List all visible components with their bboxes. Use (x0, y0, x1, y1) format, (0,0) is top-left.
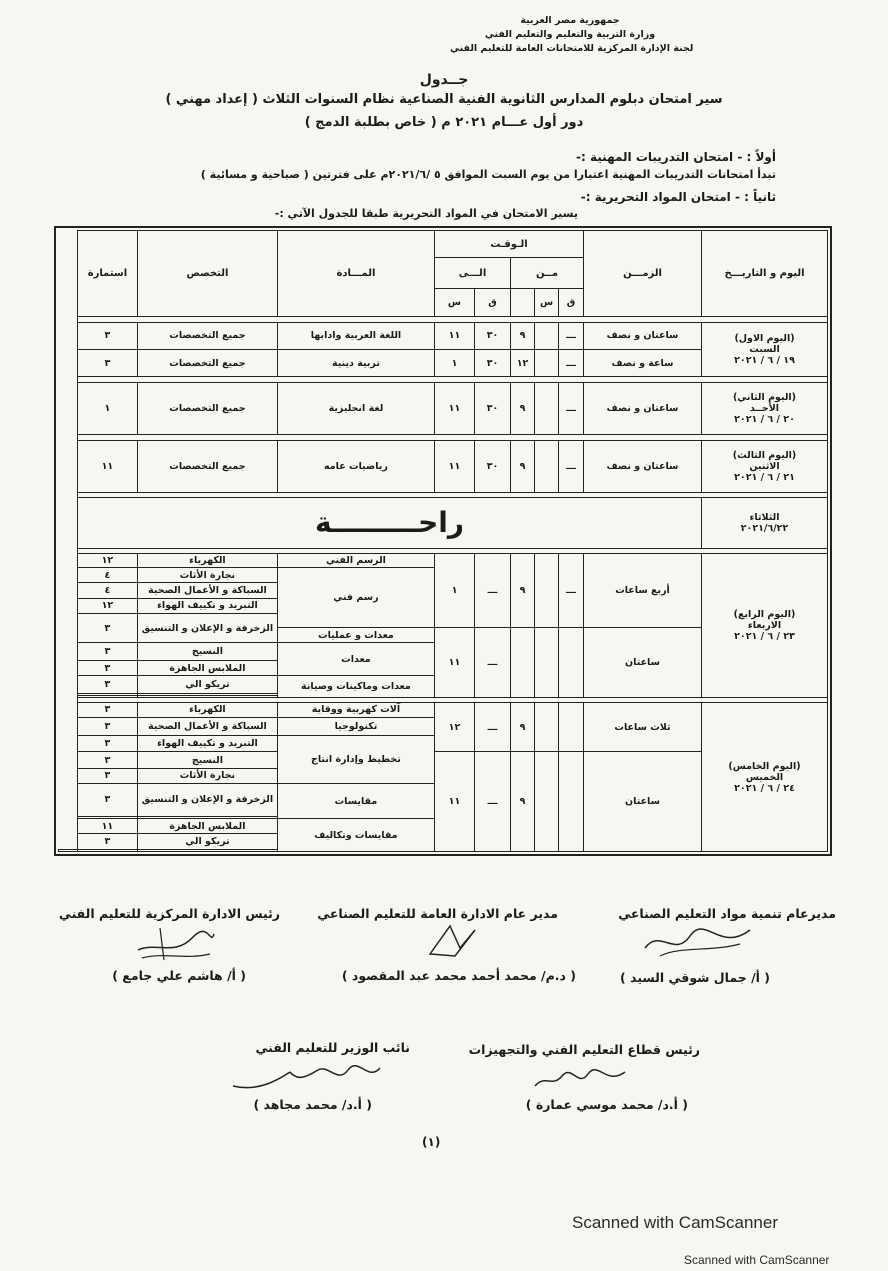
minutes-to: ٣٠ (475, 322, 511, 349)
hour-from: ١٢ (511, 349, 535, 376)
minutes-to: ٣٠ (475, 382, 511, 434)
minutes-from (535, 440, 559, 492)
minutes-from (535, 628, 559, 698)
section-first-text: تبدأ امتحانات التدريبات المهنية اعتبارا من يوم السبت الموافق ٥ /٢٠٢١/٦م على فترتين ( صباحية و مسائية ) (200, 168, 776, 181)
dash-cell: ـــ (559, 322, 584, 349)
specialty-cell: النسيج (137, 752, 277, 768)
specialty-cell: الكهرباء (137, 553, 277, 567)
form-cell: ٣ (77, 768, 137, 783)
minutes-to: ٣٠ (475, 349, 511, 376)
minutes-to: ـــ (475, 628, 511, 698)
day-tuesday: الثلاثاء ٢٠٢١/٦/٢٢ (702, 498, 828, 548)
header-duration: الزمـــن (584, 231, 702, 317)
duration-cell: أربع ساعات (584, 553, 702, 627)
ministry-header (450, 14, 694, 56)
minutes-from (535, 752, 559, 852)
signature-title-4: رئيس قطاع التعليم الفني والتجهيزات (468, 1042, 700, 1057)
section-first-title: أولاً : - امتحان التدريبات المهنية :- (576, 150, 776, 164)
minutes-from (535, 553, 559, 627)
duration-cell: ساعتان (584, 628, 702, 698)
subject-cell: رسم فني (277, 568, 434, 628)
form-cell: ١ (77, 382, 137, 434)
signature-scribble-4 (530, 1064, 630, 1094)
specialty-cell: السباكة و الأعمال الصحية (137, 583, 277, 598)
day-thursday: (اليوم الخامس) الخميس ٢٤ / ٦ / ٢٠٢١ (702, 703, 828, 852)
header-subject: المـــادة (277, 231, 434, 317)
subject-cell: معدات و عمليات (277, 628, 434, 643)
hour-to: ١١ (434, 628, 474, 698)
hour-from: ٩ (511, 703, 535, 752)
form-cell: ٣ (77, 643, 137, 660)
hour-from: ٩ (511, 382, 535, 434)
day-wednesday: (اليوم الرابع) الاربعاء ٢٣ / ٦ / ٢٠٢١ (702, 553, 828, 697)
hour-to: ١٢ (434, 703, 474, 752)
form-cell: ٣ (77, 349, 137, 376)
header-from: مــن (511, 258, 584, 289)
subject-cell: اللغة العربية وادابها (277, 322, 434, 349)
form-cell: ٣ (77, 752, 137, 768)
header-day: اليوم و التاريـــخ (702, 231, 828, 317)
hour-from: ٩ (511, 322, 535, 349)
hour-to: ١١ (434, 322, 474, 349)
specialty-cell: نجارة الأثاث (137, 568, 277, 583)
signature-title-3: رئيس الادارة المركزية للتعليم الفني (58, 906, 280, 921)
dash-cell (559, 703, 584, 752)
dash-cell: ـــ (559, 440, 584, 492)
duration-cell: ثلاث ساعات (584, 703, 702, 752)
minutes-to: ٣٠ (475, 440, 511, 492)
specialty-cell: التبريد و تكييف الهواء (137, 736, 277, 752)
signature-name-2: ( د.م/ محمد أحمد محمد عبد المقصود ) (341, 968, 576, 983)
header-from-s: س (535, 288, 559, 316)
specialty-cell: جميع التخصصات (137, 382, 277, 434)
form-cell: ٣ (77, 322, 137, 349)
hour-from (511, 628, 535, 698)
day-monday: (اليوم الثالث) الاثنين ٢١ / ٦ / ٢٠٢١ (702, 440, 828, 492)
ministry-line-2: وزارة التربية والتعليم والتعليم الفني (484, 29, 656, 40)
specialty-cell: الملابس الجاهزة (137, 660, 277, 675)
specialty-cell: الملابس الجاهزة (137, 819, 277, 834)
hour-to: ١ (434, 553, 474, 627)
header-specialty: التخصص (137, 231, 277, 317)
signature-title-5: نائب الوزير للتعليم الفني (255, 1040, 410, 1055)
specialty-cell: الكهرباء (137, 703, 277, 717)
form-cell: ٤ (77, 568, 137, 583)
hour-to: ١١ (434, 752, 474, 852)
form-cell: ٣ (77, 784, 137, 817)
hour-from: ٩ (511, 752, 535, 852)
duration-cell: ساعتان (584, 752, 702, 852)
hour-to: ١ (434, 349, 474, 376)
signature-name-1: ( أ/ جمال شوقي السيد ) (620, 970, 770, 985)
day-sunday: (اليوم الثاني) الأحــد ٢٠ / ٦ / ٢٠٢١ (702, 382, 828, 434)
scanner-watermark-small: Scanned with CamScanner (684, 1253, 830, 1267)
signature-title-2: مدير عام الادارة العامة للتعليم الصناعي (317, 906, 558, 921)
specialty-cell: التبريد و تكييف الهواء (137, 598, 277, 613)
dash-cell (559, 628, 584, 698)
signature-scribble-1 (640, 918, 760, 962)
subject-cell: معدات (277, 643, 434, 676)
form-cell: ٣ (77, 834, 137, 849)
specialty-cell: تريكو الي (137, 676, 277, 693)
form-cell: ٣ (77, 660, 137, 675)
dash-cell (559, 752, 584, 852)
signature-scribble-5 (228, 1062, 388, 1096)
form-cell: ١٢ (77, 598, 137, 613)
form-cell: ٣ (77, 613, 137, 642)
header-to-s: س (434, 288, 474, 316)
day-saturday: (اليوم الاول) السبت ١٩ / ٦ / ٢٠٢١ (702, 322, 828, 377)
subject-cell: الرسم الفني (277, 553, 434, 567)
signature-name-5: ( أ.د/ محمد مجاهد ) (253, 1097, 372, 1112)
document-subtitle: سير امتحان دبلوم المدارس الثانوية الفنية الصناعية نظام السنوات الثلاث ( إعداد مهني ) (165, 92, 723, 107)
subject-cell: آلات كهربية ووقاية (277, 703, 434, 717)
subject-cell: تربية دينية (277, 349, 434, 376)
hour-to: ١١ (434, 440, 474, 492)
hour-to: ١١ (434, 382, 474, 434)
document-title: جــدول (419, 72, 469, 88)
form-cell: ٣ (77, 676, 137, 693)
specialty-cell: النسيج (137, 643, 277, 660)
form-cell: ١٢ (77, 553, 137, 567)
duration-cell: ساعتان و نصف (584, 440, 702, 492)
specialty-cell: جميع التخصصات (137, 349, 277, 376)
minutes-from (535, 703, 559, 752)
duration-cell: ساعة و نصف (584, 349, 702, 376)
form-cell: ٤ (77, 583, 137, 598)
header-from-q: ق (559, 288, 584, 316)
header-time: الـوقـت (434, 231, 583, 258)
section-second-title: ثانياً : - امتحان المواد التحريرية :- (580, 190, 776, 204)
signature-title-1: مديرعام تنمية مواد التعليم الصناعي (618, 906, 836, 921)
subject-cell: تكنولوجيا (277, 717, 434, 736)
ministry-line-3: لجنة الإدارة المركزية للامتحانات العامة للتعليم الفني (450, 43, 694, 54)
signature-name-4: ( أ.د/ محمد موسي عمارة ) (525, 1097, 688, 1112)
dash-cell: ـــ (559, 553, 584, 627)
minutes-to: ـــ (475, 703, 511, 752)
exam-session: دور أول عـــام ٢٠٢١ م ( خاص بطلبة الدمج ) (304, 115, 584, 130)
form-cell: ١١ (77, 819, 137, 834)
subject-cell: مقايسات وتكاليف (277, 819, 434, 852)
page-number: (١) (422, 1135, 441, 1149)
specialty-cell: نجارة الأثاث (137, 768, 277, 783)
scanner-watermark-large: Scanned with CamScanner (572, 1213, 779, 1232)
subject-cell: مقايسات (277, 784, 434, 819)
form-cell: ٣ (77, 736, 137, 752)
exam-schedule-table (54, 226, 832, 856)
hour-from: ٩ (511, 553, 535, 627)
specialty-cell: السباكة و الأعمال الصحية (137, 717, 277, 736)
header-from-dash (511, 288, 535, 316)
subject-cell: لغة انجليزية (277, 382, 434, 434)
header-to: الـــى (434, 258, 510, 289)
signature-scribble-3 (130, 916, 220, 966)
specialty-cell: الزخرفة و الإعلان و التنسيق (137, 613, 277, 642)
header-to-q: ق (475, 288, 511, 316)
specialty-cell: الزخرفة و الإعلان و التنسيق (137, 784, 277, 817)
section-second-text: يسير الامتحان في المواد التحريرية طبقا للجدول الآتي :- (274, 207, 578, 220)
duration-cell: ساعتان و نصف (584, 382, 702, 434)
subject-cell: معدات وماكينات وصيانة (277, 676, 434, 698)
dash-cell: ـــ (559, 349, 584, 376)
signature-scribble-2 (420, 918, 490, 962)
ministry-line-1: جمهورية مصر العربية (520, 15, 620, 26)
specialty-cell: جميع التخصصات (137, 322, 277, 349)
specialty-cell: تريكو الي (137, 834, 277, 849)
form-cell: ٣ (77, 717, 137, 736)
minutes-from (535, 322, 559, 349)
minutes-to: ـــ (475, 553, 511, 627)
specialty-cell: جميع التخصصات (137, 440, 277, 492)
duration-cell: ساعتان و نصف (584, 322, 702, 349)
rest-day-label: راحـــــــــة (77, 498, 701, 548)
form-cell: ٣ (77, 703, 137, 717)
minutes-from (535, 349, 559, 376)
form-cell: ١١ (77, 440, 137, 492)
subject-cell: رياضيات عامه (277, 440, 434, 492)
header-form: استمارة (77, 231, 137, 317)
dash-cell: ـــ (559, 382, 584, 434)
signature-name-3: ( أ/ هاشم علي جامع ) (112, 968, 246, 983)
minutes-to: ـــ (475, 752, 511, 852)
minutes-from (535, 382, 559, 434)
hour-from: ٩ (511, 440, 535, 492)
subject-cell: تخطيط وإدارة انتاج (277, 736, 434, 784)
